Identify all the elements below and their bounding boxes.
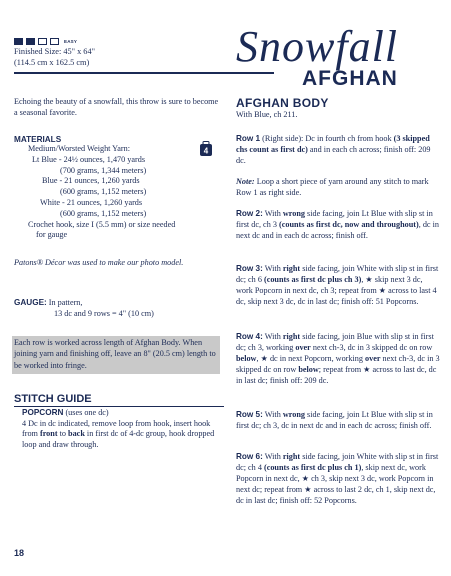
popcorn-stitch	[14, 408, 219, 450]
row-1: Row 1 (Right side): Dc in fourth ch from hook (3 skipped chs count as first dc) and in each ch across; finish off: 209 dc.	[236, 134, 431, 165]
stitch-guide-rule	[14, 406, 224, 407]
row-6: Row 6: With right side facing, join White with slip st in first dc; ch 4 (counts as first dc plus ch 1), skip next dc, work Popcorn in next dc, ★ ch 3, skip next 3 dc, work Popcorn in next dc; repeat from ★ across to last 2 dc, ch 1, skip next dc, dc in last dc; finish off: 52 Popcorns.	[236, 452, 439, 505]
title-script: Snowfall	[236, 22, 399, 71]
skill-level-label: EASY	[64, 39, 78, 44]
material-line: (600 grams, 1,152 meters)	[60, 187, 147, 197]
patons-note: Patons® Décor was used to make our photo model.	[14, 258, 184, 267]
gauge	[14, 297, 224, 319]
row-3: Row 3: With right side facing, join White with slip st in first dc; ch 6 (counts as first dc plus ch 3), ★ skip next 3 dc, work Popcorn in next dc, ch 3; repeat from ★ across to last 4 dc, skip next 3 dc, dc in last dc; finish off: 51 Popcorns.	[236, 264, 439, 306]
page-number: 18	[14, 548, 25, 558]
material-line: Blue - 21 ounces, 1,260 yards	[42, 176, 140, 186]
skill-bar-filled	[26, 38, 35, 45]
fringe-note: Each row is worked across length of Afghan Body. When joining yarn and finishing off, leave an 8" (20.5 cm) length to be worked into fringe.	[14, 338, 216, 370]
material-line: Medium/Worsted Weight Yarn:	[28, 144, 131, 153]
popcorn-paren: (uses one dc)	[65, 408, 109, 417]
material-line: (600 grams, 1,152 meters)	[60, 208, 147, 218]
material-line: Lt Blue - 24½ ounces, 1,470 yards	[32, 154, 146, 164]
gauge-label: GAUGE:	[14, 298, 47, 307]
yarn-weight-number: 4	[203, 146, 209, 156]
row-4: Row 4: With right side facing, join Blue with slip st in first dc; ch 3, working over next ch-3, dc in 3 skipped dc on row below, ★ dc in next Popcorn, working over next ch-3, dc in 3 skipped dc on row below; repeat from ★ across to last dc, dc in last dc; finish off: 209 dc.	[236, 332, 440, 385]
finished-size	[14, 46, 95, 68]
title-main: AFGHAN	[302, 67, 398, 90]
gauge-value: 13 dc and 9 rows = 4" (10 cm)	[54, 309, 154, 318]
skill-bar-empty	[50, 38, 59, 45]
row-5: Row 5: With wrong side facing, join Lt Blue with slip st in first dc; ch 3, dc in next dc and in each dc across; finish off.	[236, 410, 433, 430]
popcorn-instructions: 4 Dc in dc indicated, remove loop from hook, insert hook from front to back in first dc of 4-dc group, hook dropped loop and draw through.	[22, 418, 215, 449]
material-line: (700 grams, 1,344 meters)	[60, 165, 147, 175]
afghan-body-heading: AFGHAN BODY	[236, 96, 329, 110]
finished-size-metric: (114.5 cm x 162.5 cm)	[14, 58, 90, 67]
material-line: Crochet hook, size I (5.5 mm) or size needed	[28, 219, 176, 229]
row-1-note: Note: Loop a short piece of yarn around any stitch to mark Row 1 as right side.	[236, 177, 429, 197]
materials-heading: MATERIALS	[14, 135, 62, 144]
skill-bar-filled	[14, 38, 23, 45]
skill-bar-empty	[38, 38, 47, 45]
title-rule	[14, 72, 274, 74]
material-line: for gauge	[36, 230, 68, 240]
skill-level-indicator	[14, 38, 77, 45]
row-2: Row 2: With wrong side facing, join Lt Blue with slip st in first dc, ch 3 (counts as first dc, now and throughout), dc in next dc and in each dc across; finish off.	[236, 209, 439, 240]
yarn-weight-icon	[199, 141, 213, 157]
intro-text: Echoing the beauty of a snowfall, this throw is sure to become a seasonal favorite.	[14, 97, 219, 117]
gauge-line: In pattern,	[48, 298, 83, 307]
afghan-body-subheading: With Blue, ch 211.	[236, 110, 298, 119]
material-line: White - 21 ounces, 1,260 yards	[40, 197, 143, 207]
popcorn-label: POPCORN	[22, 408, 64, 417]
materials-list	[14, 144, 224, 241]
finished-size-line: Finished Size: 45" x 64"	[14, 47, 95, 56]
stitch-guide-heading: STITCH GUIDE	[14, 393, 92, 405]
